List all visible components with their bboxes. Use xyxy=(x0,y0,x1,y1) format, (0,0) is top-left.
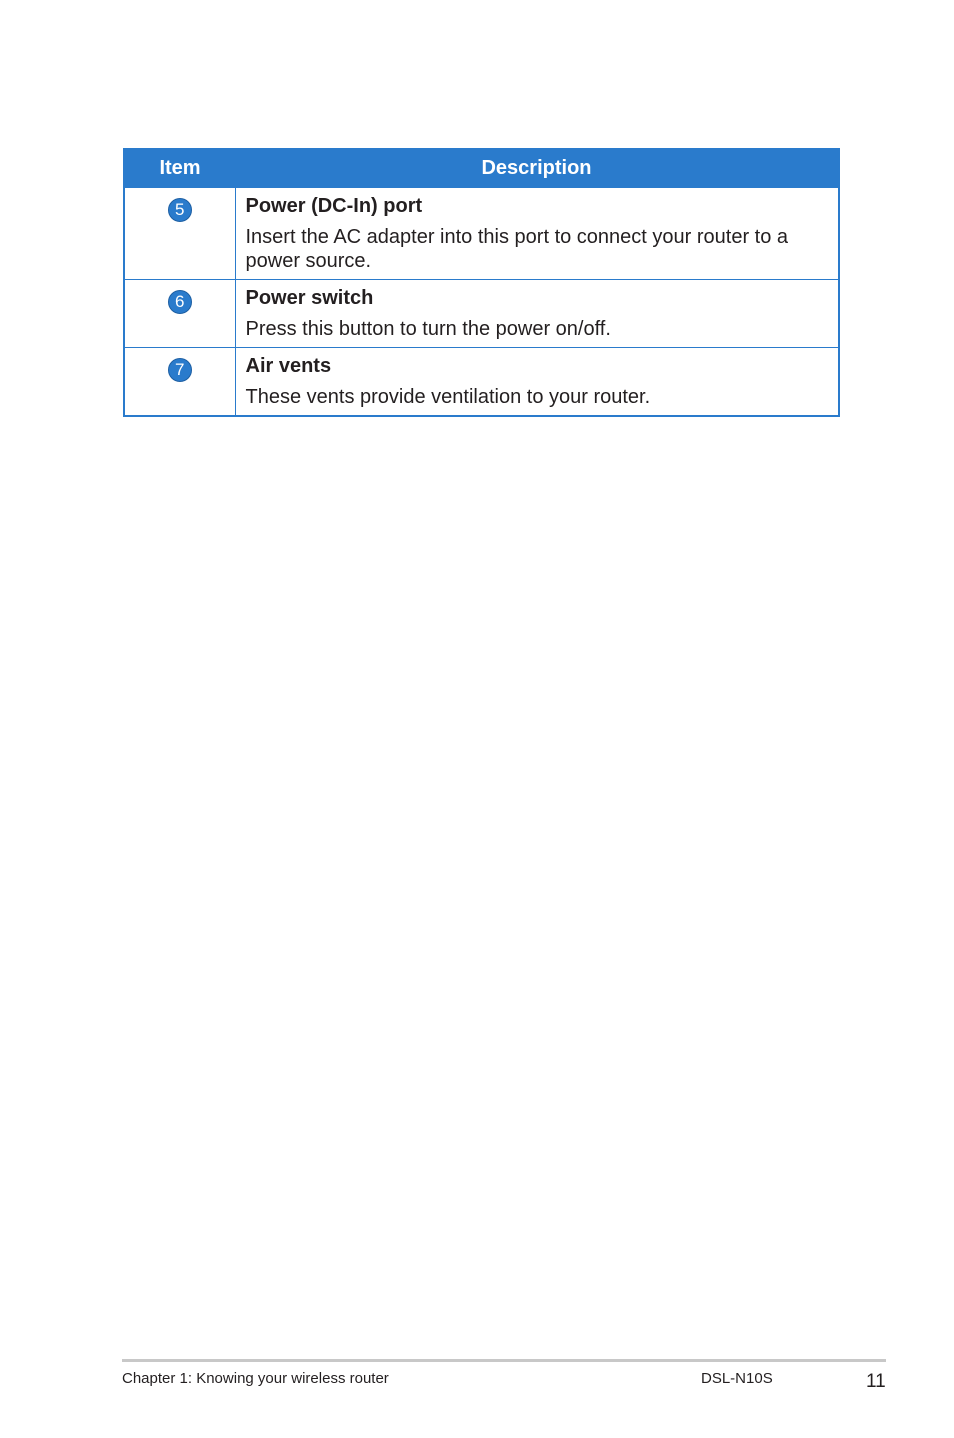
item-cell xyxy=(124,188,235,280)
footer-divider xyxy=(122,1359,886,1362)
item-cell xyxy=(124,348,235,417)
description-text: Press this button to turn the power on/off. xyxy=(245,318,611,340)
item-number-badge: 6 xyxy=(168,290,192,314)
table-header-row xyxy=(124,149,839,188)
footer-chapter-title: Chapter 1: Knowing your wireless router xyxy=(122,1370,389,1387)
footer-model-name: DSL-N10S xyxy=(701,1370,773,1387)
description-title: Power switch xyxy=(245,287,374,309)
item-number-badge: 5 xyxy=(168,198,192,222)
description-cell xyxy=(235,188,839,280)
description-title: Air vents xyxy=(245,355,332,377)
table-row xyxy=(124,348,839,417)
header-item: Item xyxy=(124,149,235,188)
description-cell xyxy=(235,280,839,348)
description-text: Insert the AC adapter into this port to connect your router to a power source. xyxy=(245,226,789,272)
description-cell xyxy=(235,348,839,417)
description-title: Power (DC-In) port xyxy=(245,195,423,217)
item-number-badge: 7 xyxy=(168,358,192,382)
table-row xyxy=(124,188,839,280)
description-text: These vents provide ventilation to your router. xyxy=(245,386,651,408)
table-row xyxy=(124,280,839,348)
header-description: Description xyxy=(235,149,839,188)
item-description-table xyxy=(123,148,840,417)
page-number: 11 xyxy=(866,1371,886,1392)
item-cell xyxy=(124,280,235,348)
